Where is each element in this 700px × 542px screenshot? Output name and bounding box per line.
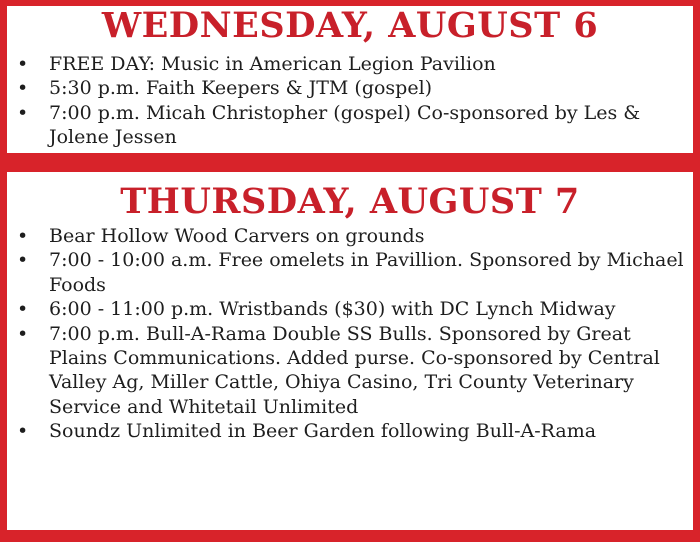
event-text: Bear Hollow Wood Carvers on grounds [49,225,425,247]
wednesday-panel [7,6,693,153]
bullet-icon: • [17,420,29,443]
event-text: Soundz Unlimited in Beer Garden following Bull-A-Rama [49,420,597,443]
thursday-heading: THURSDAY, AUGUST 7 [120,181,580,222]
event-text: 7:00 p.m. Micah Christopher (gospel) Co-sponsored by Les & Jolene Jessen [49,101,641,149]
bullet-icon: • [17,101,29,124]
wednesday-event-list [7,52,693,150]
thursday-event-list [7,224,693,444]
wednesday-heading: WEDNESDAY, AUGUST 6 [101,5,599,46]
bullet-icon: • [17,298,29,321]
bullet-icon: • [17,77,29,100]
bullet-icon: • [17,322,29,345]
event-text: 5:30 p.m. Faith Keepers & JTM (gospel) [49,77,433,100]
list-item [7,322,693,420]
list-item [7,76,693,100]
list-item [7,52,693,76]
bullet-icon: • [17,225,29,247]
event-text: 6:00 - 11:00 p.m. Wristbands ($30) with DC Lynch Midway [49,298,616,321]
list-item [7,419,693,443]
event-text: 7:00 p.m. Bull-A-Rama Double SS Bulls. Sponsored by Great Plains Communications. Added purse. Co-sponsored by Central Valley Ag, Miller Cattle, Ohiya Casino, Tri County Veterinary Service and Whitetail Unlimited [49,322,660,418]
list-item [7,101,693,150]
event-text: FREE DAY: Music in American Legion Pavilion [49,53,496,75]
list-item [7,297,693,321]
bullet-icon: • [17,53,29,75]
list-item [7,224,693,248]
list-item [7,248,693,297]
bullet-icon: • [17,249,29,272]
thursday-panel [7,172,693,530]
event-text: 7:00 - 10:00 a.m. Free omelets in Pavillion. Sponsored by Michael Foods [49,249,684,296]
